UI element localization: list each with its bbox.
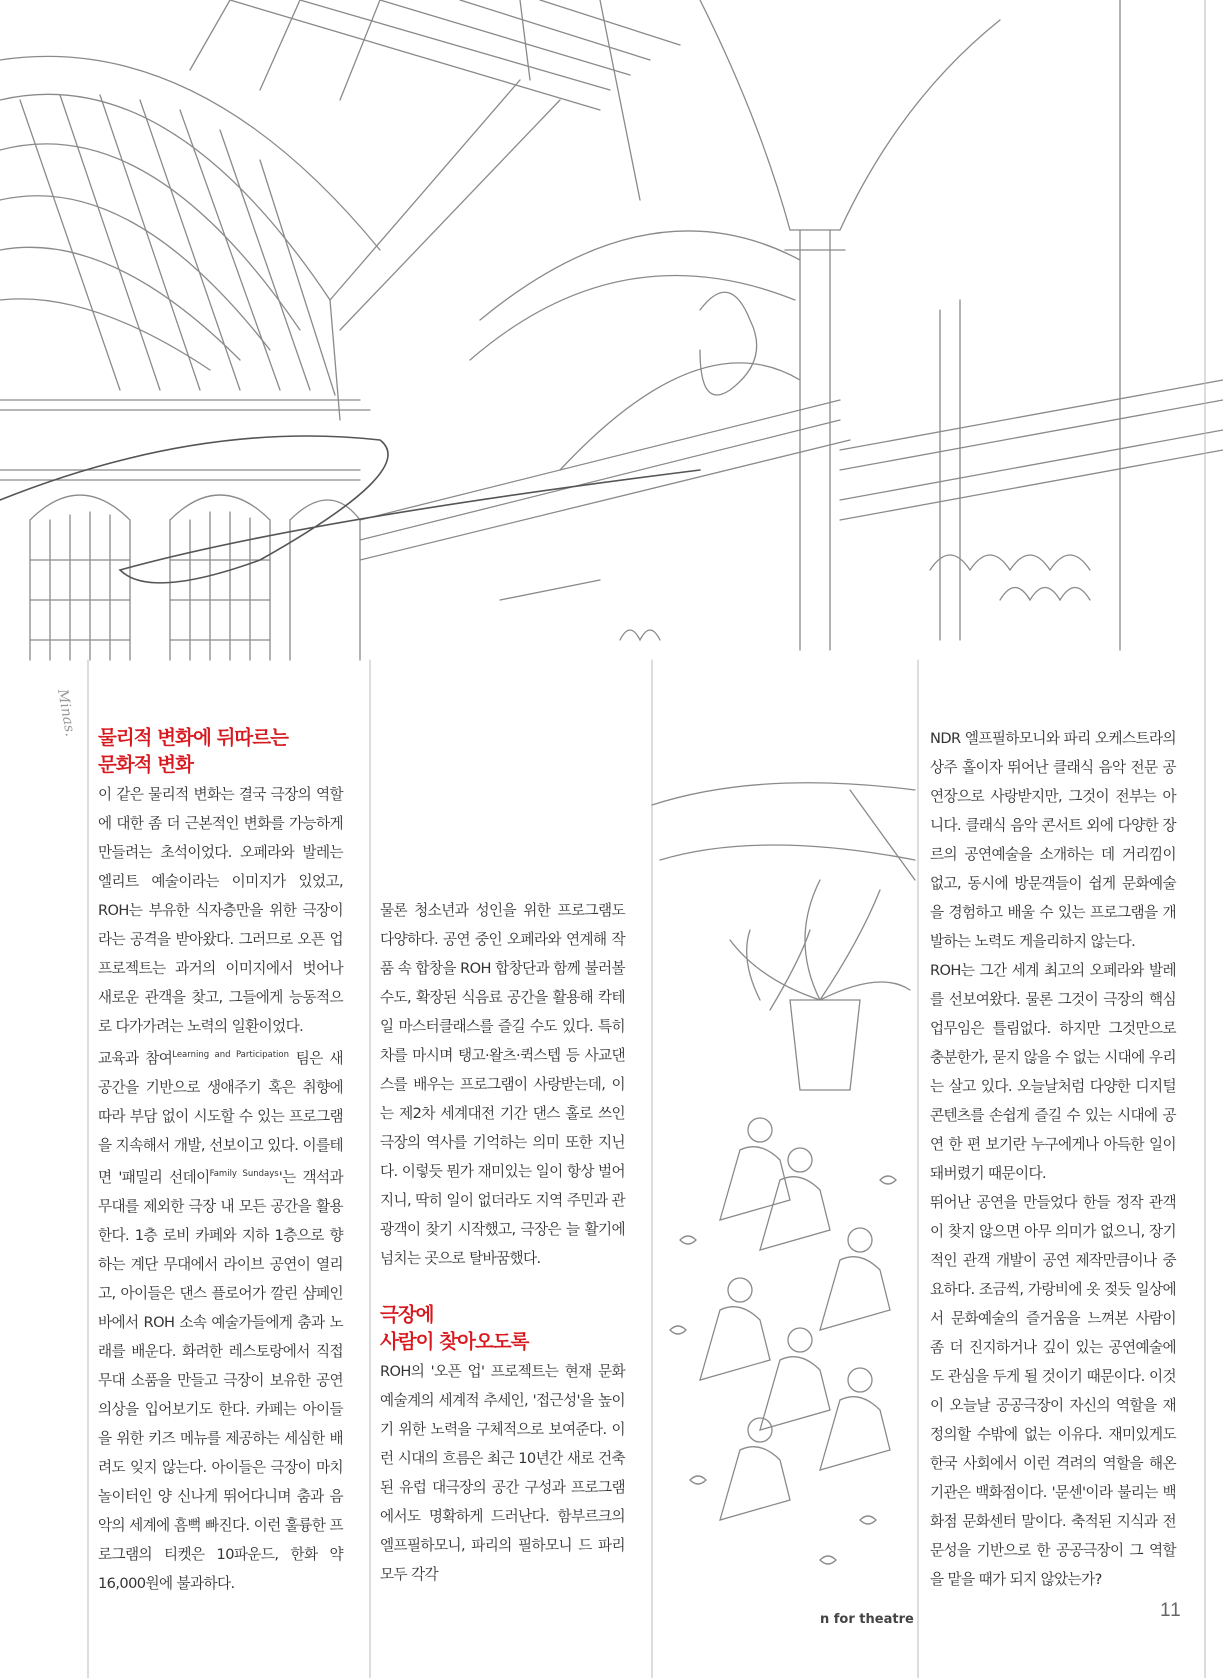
foliage-sketch bbox=[620, 292, 1090, 640]
paragraph: 물론 청소년과 성인을 위한 프로그램도 다양하다. 공연 중인 오페라와 연계해 작품 속 합창을 ROH 합창단과 함께 불러볼 수도, 확장된 식음료 공간을 활용해 칵테일 마스터클래스를 즐길 수도 있다. 특히 차를 마시며 탱고·왈츠·퀵스텝 등 사교댄스를 배우는 프로그램이 사랑받는데, 이는 제2차 세계대전 기간 댄스 홀로 쓰인 극장의 역사를 기억하는 의미 또한 지닌다. 이렇듯 뭔가 재미있는 일이 항상 벌어지니, 딱히 일이 없더라도 지역 주민과 관광객이 찾기 시작했고, 극장은 늘 활기에 넘치는 곳으로 탈바꿈했다. bbox=[380, 902, 625, 1267]
text-column-2 bbox=[380, 896, 625, 1589]
fan-window-sketch bbox=[0, 56, 380, 420]
balcony-rail-sketch bbox=[360, 380, 1223, 600]
paragraph: 이 같은 물리적 변화는 결국 극장의 역할에 대한 좀 더 근본적인 변화를 가능하게 만들려는 초석이었다. 오페라와 발레는 엘리트 예술이라는 이미지가 있었고, ROH는 부유한 식자층만을 위한 극장이라는 공격을 받아왔다. 그러므로 오픈 업 프로젝트는 과거의 이미지에서 벗어나 새로운 관객을 찾고, 그들에게 능동적으로 다가가려는 노력의 일환이었다. bbox=[98, 786, 343, 1035]
paragraph: ROH의 '오픈 업' 프로젝트는 현재 문화예술계의 세계적 추세인, '접근성'을 높이기 위한 노력을 구체적으로 보여준다. 이런 시대의 흐름은 최근 10년간 새로 건축된 유럽 대극장의 공간 구성과 프로그램에서도 명확하게 드러난다. 함부르크의 엘프필하모니, 파리의 필하모니 드 파리 모두 각각 bbox=[380, 1363, 625, 1583]
text-column-1 bbox=[98, 724, 343, 1598]
text-column-3 bbox=[930, 724, 1176, 1594]
section-heading-physical-change: 물리적 변화에 뒤따르는 문화적 변화 bbox=[98, 726, 288, 776]
lower-illustration-sketch bbox=[652, 783, 915, 1564]
artist-signature: Minas. bbox=[54, 687, 79, 738]
paragraph: 뛰어난 공연을 만들었다 한들 정작 관객이 찾지 않으면 아무 의미가 없으니, 장기적인 관객 개발이 공연 제작만큼이나 중요하다. 조금씩, 가랑비에 옷 젖듯 일상에서 문화예술의 즐거움을 느껴본 사람이 좀 더 진지하거나 깊이 있는 공연예술에도 관심을 두게 될 것이기 때문이다. 이것이 오늘날 공공극장이 자신의 역할을 재정의할 수밖에 없는 이유다. 재미있게도 한국 사회에서 이런 격려의 역할을 해온 기관은 백화점이다. '문센'이라 불리는 백화점 문화센터 말이다. 축적된 지식과 전문성을 기반으로 한 공공극장이 그 역할을 맡을 때가 되지 않았는가? bbox=[930, 1194, 1176, 1588]
page-number: 11 bbox=[1160, 1600, 1182, 1621]
paragraph: 교육과 참여$^{Learning and Participation}$ 팀은 새 공간을 기반으로 생애주기 혹은 취향에 따라 부담 없이 시도할 수 있는 프로그램을 지속해서 개발, 선보이고 있다. 이를테면 '패밀리 선데이$^{Family Sundays}$'는 객석과 무대를 제외한 극장 내 모든 공간을 활용한다. 1층 로비 카페와 지하 1층으로 향하는 계단 무대에서 라이브 공연이 열리고, 아이들은 댄스 플로어가 깔린 샴페인 바에서 ROH 소속 예술가들에게 춤과 노래를 배운다. 화려한 레스토랑에서 직접 무대 소품을 만들고 극장이 보유한 공연 의상을 입어보기도 한다. 카페는 아이들을 위한 키즈 메뉴를 제공하는 세심한 배려도 잊지 않는다. 아이들은 극장이 마치 놀이터인 양 신나게 뛰어다니며 춤과 음악의 세계에 흠뻑 빠진다. 이런 훌륭한 프로그램의 티켓은 10파운드, 한화 약 16,000원에 불과하다. bbox=[98, 1050, 343, 1592]
lower-window-sketch bbox=[0, 470, 360, 660]
paragraph: ROH는 그간 세계 최고의 오페라와 발레를 선보여왔다. 물론 그것이 극장의 핵심 업무임은 틀림없다. 하지만 그것만으로 충분한가, 묻지 않을 수 없는 시대에 우리는 살고 있다. 오늘날처럼 다양한 디지털 콘텐츠를 손쉽게 즐길 수 있는 시대에 공연 한 편 보기란 누구에게나 아득한 일이 돼버렸기 때문이다. bbox=[930, 962, 1176, 1182]
magazine-name: n for theatre bbox=[820, 1612, 914, 1627]
section-heading-bring-people: 극장에 사람이 찾아오도록 bbox=[380, 1303, 529, 1353]
paragraph: NDR 엘프필하모니와 파리 오케스트라의 상주 홀이자 뛰어난 클래식 음악 전문 공연장으로 사랑받지만, 그것이 전부는 아니다. 클래식 음악 콘서트 외에 다양한 장르의 공연예술을 소개하는 데 거리낌이 없고, 동시에 방문객들이 쉽게 문화예술을 경험하고 배울 수 있는 프로그램을 개발하는 노력도 게을리하지 않는다. bbox=[930, 730, 1176, 950]
arch-columns-sketch bbox=[470, 0, 1120, 650]
